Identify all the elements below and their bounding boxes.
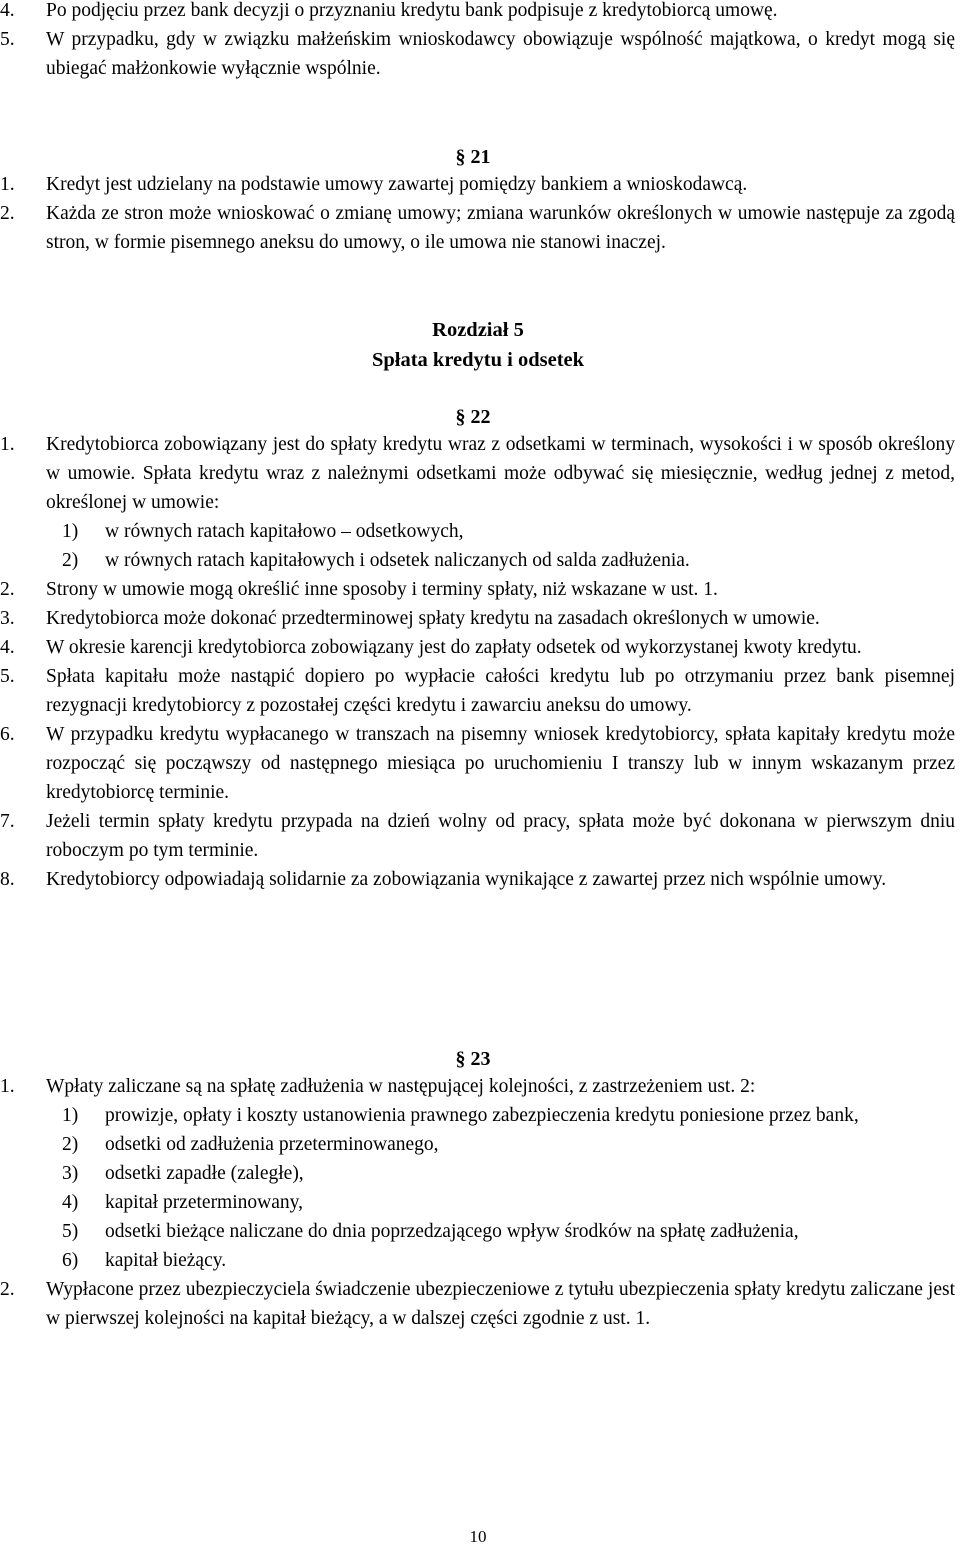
item-number: 1.	[0, 1076, 15, 1097]
item-text: Spłata kapitału może nastąpić dopiero po wypłacie całości kredytu lub po otrzymaniu przez bank pisemnej rezygnacji kredytobiorcy z pozostałej części kredytu i zawarciu aneksu do umowy.	[46, 666, 955, 716]
list-item	[0, 170, 960, 199]
item-text: Kredyt jest udzielany na podstawie umowy zawartej pomiędzy bankiem a wnioskodawcą.	[46, 174, 748, 195]
sub-item-text: w równych ratach kapitałowych i odsetek naliczanych od salda zadłużenia.	[105, 550, 690, 571]
item-text: W przypadku, gdy w związku małżeńskim wnioskodawcy obowiązuje wspólność majątkowa, o kredyt mogą się ubiegać małżonkowie wyłącznie wspólnie.	[46, 29, 955, 79]
page-number: 10	[469, 1527, 487, 1546]
list-item	[0, 604, 960, 633]
item-text: W przypadku kredytu wypłacanego w transzach na pisemny wniosek kredytobiorcy, spłata kapitały kredytu może rozpocząć się począwszy od następnego miesiąca po uruchomieniu I transzy lub w innym wskazanym przez kredytobiorcę terminie.	[46, 724, 955, 803]
sub-item-text: prowizje, opłaty i koszty ustanowienia prawnego zabezpieczenia kredytu poniesione przez bank,	[105, 1105, 859, 1126]
sub-item-number: 5)	[62, 1221, 79, 1242]
item-text: Po podjęciu przez bank decyzji o przyznaniu kredytu bank podpisuje z kredytobiorcą umowę.	[46, 0, 778, 21]
sub-item-text: w równych ratach kapitałowo – odsetkowych,	[105, 521, 464, 542]
sub-item-text: kapitał bieżący.	[105, 1250, 227, 1271]
sub-list-item	[0, 1101, 960, 1130]
sub-item-number: 6)	[62, 1250, 79, 1271]
item-number: 2.	[0, 579, 15, 600]
list-item	[0, 1275, 960, 1333]
section-heading-23: § 23	[455, 1048, 491, 1070]
list-item	[0, 633, 960, 662]
sub-list-item	[0, 1246, 960, 1275]
list-item	[0, 25, 960, 83]
item-number: 5.	[0, 666, 15, 687]
section-heading-22: § 22	[455, 406, 491, 428]
section-heading-21: § 21	[455, 146, 491, 168]
sub-list-item	[0, 517, 960, 546]
list-item	[0, 865, 960, 894]
sub-item-number: 2)	[62, 1134, 79, 1155]
item-text: Kredytobiorcy odpowiadają solidarnie za zobowiązania wynikające z zawartej przez nich wspólnie umowy.	[46, 869, 887, 890]
list-item	[0, 0, 960, 25]
item-text: W okresie karencji kredytobiorca zobowiązany jest do zapłaty odsetek od wykorzystanej kwoty kredytu.	[46, 637, 862, 658]
item-number: 5.	[0, 29, 15, 50]
list-item	[0, 720, 960, 807]
section-21-items	[0, 170, 960, 257]
item-number: 4.	[0, 0, 15, 21]
item-number: 8.	[0, 869, 15, 890]
sub-item-number: 1)	[62, 1105, 79, 1126]
section-22-items	[0, 430, 960, 894]
sub-list-item	[0, 1188, 960, 1217]
sub-item-number: 2)	[62, 550, 79, 571]
item-number: 6.	[0, 724, 15, 745]
list-item	[0, 430, 960, 517]
item-text: Każda ze stron może wnioskować o zmianę umowy; zmiana warunków określonych w umowie następuje za zgodą stron, w formie pisemnego aneksu do umowy, o ile umowa nie stanowi inaczej.	[46, 203, 955, 253]
sub-item-number: 3)	[62, 1163, 79, 1184]
sub-item-text: odsetki od zadłużenia przeterminowanego,	[105, 1134, 439, 1155]
section-23-items	[0, 1072, 960, 1333]
item-number: 2.	[0, 1279, 15, 1300]
chapter-title: Spłata kredytu i odsetek	[371, 349, 585, 371]
sub-item-number: 4)	[62, 1192, 79, 1213]
list-item	[0, 662, 960, 720]
item-number: 2.	[0, 203, 15, 224]
item-number: 1.	[0, 174, 15, 195]
sub-item-text: kapitał przeterminowany,	[105, 1192, 303, 1213]
sub-item-text: odsetki zapadłe (zaległe),	[105, 1163, 304, 1184]
list-item	[0, 1072, 960, 1101]
top-items	[0, 0, 960, 83]
item-text: Jeżeli termin spłaty kredytu przypada na dzień wolny od pracy, spłata może być dokonana w pierwszym dniu roboczym po tym terminie.	[46, 811, 955, 861]
sub-list-item	[0, 546, 960, 575]
sub-list-item	[0, 1159, 960, 1188]
item-number: 3.	[0, 608, 15, 629]
sub-item-number: 1)	[62, 521, 79, 542]
item-text: Wypłacone przez ubezpieczyciela świadczenie ubezpieczeniowe z tytułu ubezpieczenia spłaty kredytu zaliczane jest w pierwszej kolejności na kapitał bieżący, a w dalszej części zgodnie z ust. 1.	[46, 1279, 955, 1329]
item-text: Kredytobiorca zobowiązany jest do spłaty kredytu wraz z odsetkami w terminach, wysokości i w sposób określony w umowie. Spłata kredytu wraz z należnymi odsetkami może odbywać się miesięcznie, według jednej z metod, określonej w umowie:	[46, 434, 955, 513]
chapter-number: Rozdział 5	[432, 319, 524, 341]
sub-list-item	[0, 1217, 960, 1246]
item-text: Strony w umowie mogą określić inne sposoby i terminy spłaty, niż wskazane w ust. 1.	[46, 579, 718, 600]
item-text: Wpłaty zaliczane są na spłatę zadłużenia w następującej kolejności, z zastrzeżeniem ust. 2:	[46, 1076, 756, 1097]
list-item	[0, 199, 960, 257]
sub-list-item	[0, 1130, 960, 1159]
sub-item-text: odsetki bieżące naliczane do dnia poprzedzającego wpływ środków na spłatę zadłużenia,	[105, 1221, 799, 1242]
list-item	[0, 575, 960, 604]
list-item	[0, 807, 960, 865]
item-number: 1.	[0, 434, 15, 455]
item-number: 7.	[0, 811, 15, 832]
item-text: Kredytobiorca może dokonać przedterminowej spłaty kredytu na zasadach określonych w umowie.	[46, 608, 820, 629]
item-number: 4.	[0, 637, 15, 658]
